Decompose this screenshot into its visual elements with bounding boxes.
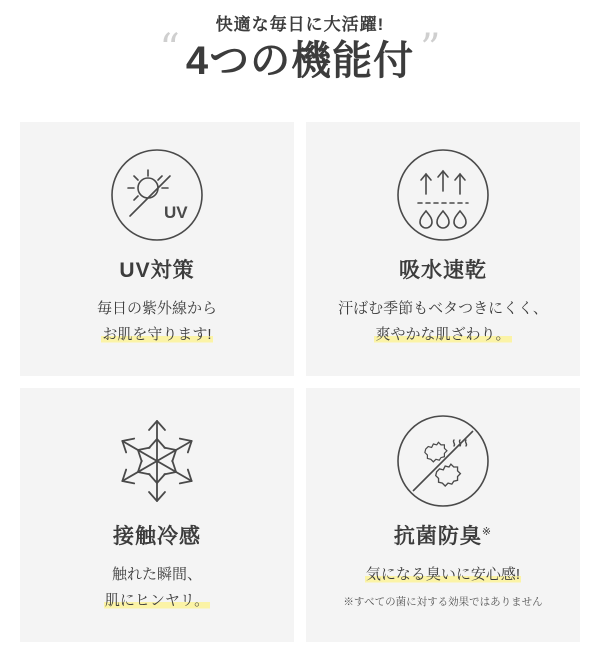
highlight-text: 爽やかな肌ざわり。 [375, 325, 511, 343]
card-title: UV対策 [119, 259, 195, 282]
desc-line-highlighted [97, 322, 217, 348]
uv-sun-icon [108, 146, 206, 244]
highlight-text: お肌を守ります! [102, 325, 212, 343]
page-title: 4つの機能付 [185, 39, 415, 84]
feature-card-cooling [20, 388, 294, 642]
card-title: 吸水速乾 [399, 259, 487, 282]
card-description [338, 296, 548, 347]
water-absorb-quick-dry-icon [394, 146, 492, 244]
desc-line-highlighted [365, 562, 521, 588]
card-title: 接触冷感 [113, 525, 201, 548]
uv-icon-text: UV [164, 203, 188, 222]
desc-line: 触れた瞬間、 [111, 566, 202, 583]
card-description [97, 296, 217, 347]
highlight-text: 気になる臭いに安心感! [365, 566, 521, 583]
headline-row [20, 26, 580, 84]
antibacterial-deodorant-icon [394, 412, 492, 510]
header-eyebrow: 快適な毎日に大活躍! [215, 15, 385, 34]
desc-line: 毎日の紫外線から [96, 300, 217, 317]
card-title [394, 520, 492, 550]
desc-line-highlighted [338, 322, 548, 348]
card-description [365, 562, 521, 588]
page-header [20, 0, 580, 84]
feature-card-quick-dry [306, 122, 580, 376]
snowflake-icon [108, 412, 206, 510]
desc-line-highlighted [104, 588, 210, 614]
quote-open-icon: “ [159, 26, 180, 73]
feature-card-uv [20, 122, 294, 376]
quote-close-icon: ” [420, 26, 441, 73]
highlight-text: 肌にヒンヤリ。 [104, 591, 210, 609]
desc-line: 汗ばむ季節もベタつきにくく、 [338, 300, 548, 317]
feature-grid [20, 122, 580, 642]
card-title-text: 抗菌防臭 [393, 525, 482, 548]
card-title-note: ※ [481, 526, 493, 538]
feature-card-antibacterial [306, 388, 580, 642]
card-description [104, 562, 210, 613]
card-footnote: ※すべての菌に対する効果ではありません [343, 595, 543, 608]
